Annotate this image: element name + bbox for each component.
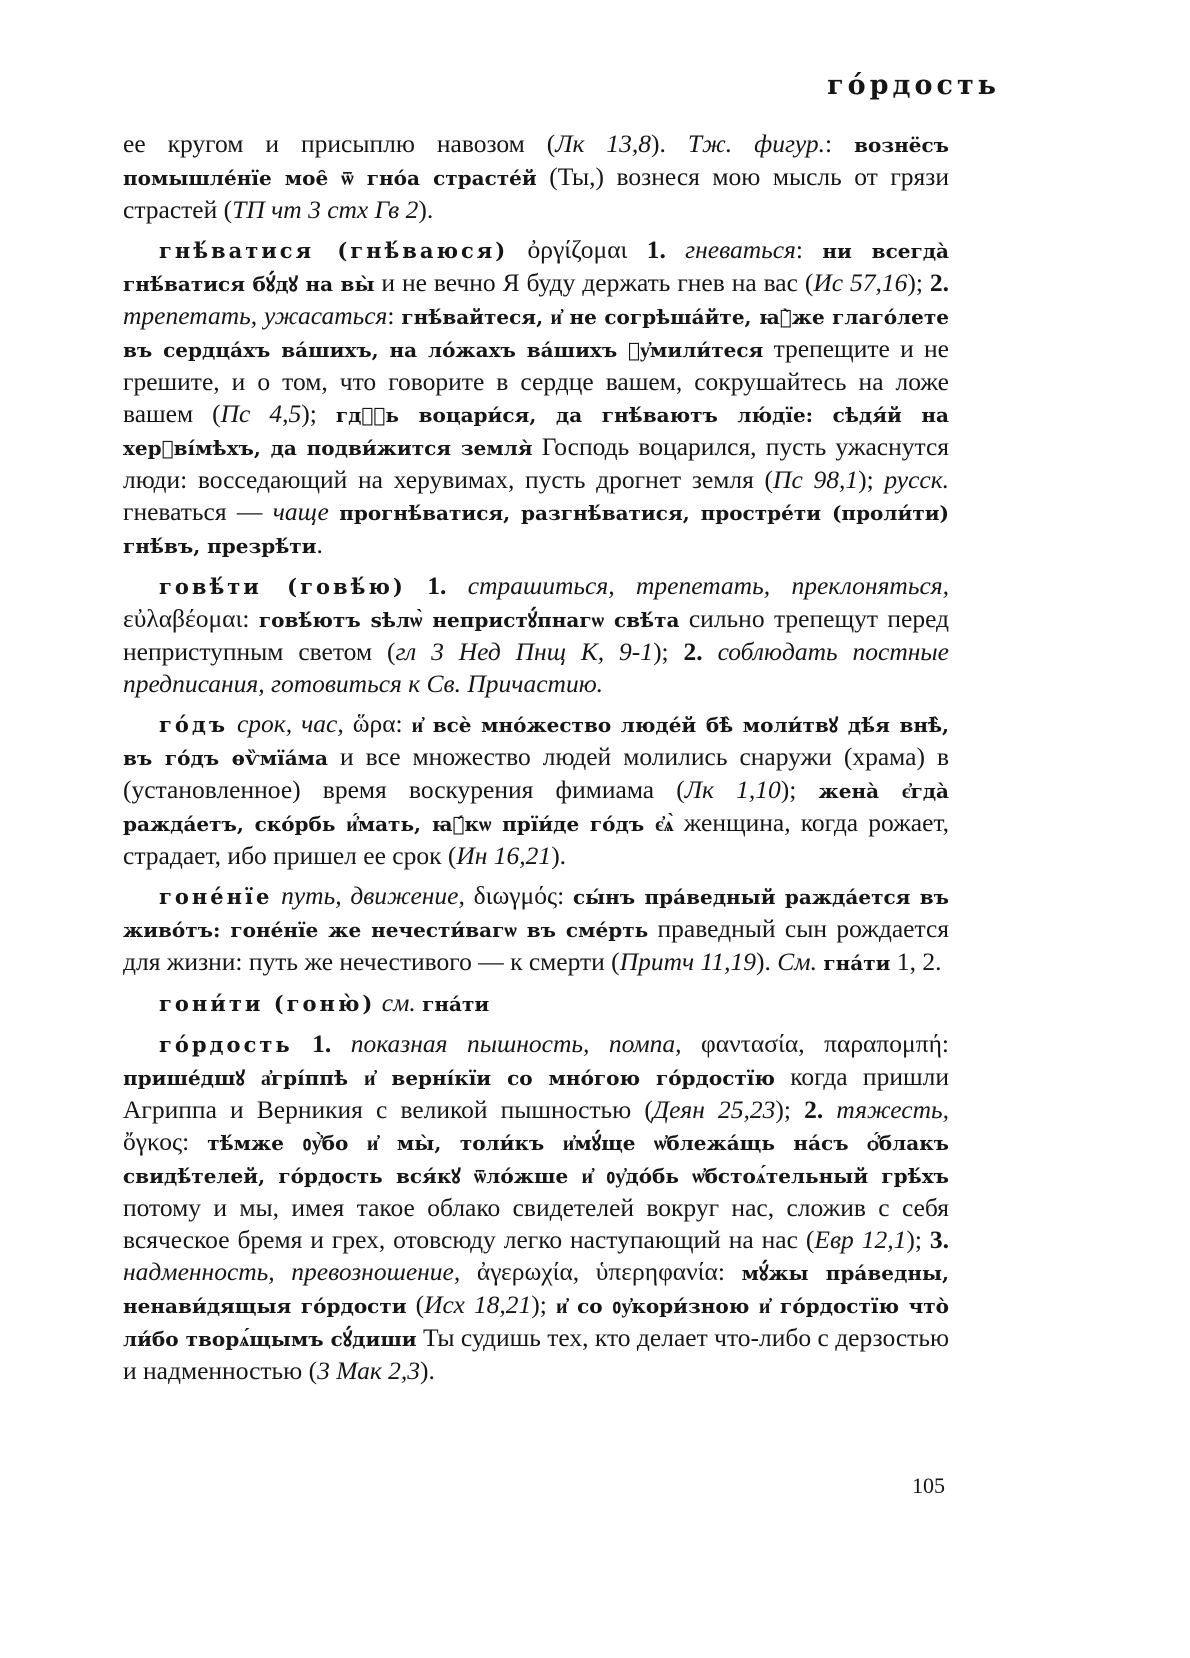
label: русск. xyxy=(884,465,950,494)
entry-god xyxy=(123,708,949,872)
entry-gonenie xyxy=(123,880,949,979)
text: женщина, когда рожает, страдает, ибо пришел ее срок ( xyxy=(123,808,949,870)
dictionary-body xyxy=(123,128,949,1395)
greek: ὥρα: xyxy=(343,709,412,738)
sense-number: 1. xyxy=(646,235,666,264)
headword: говѣ́ти (говѣ́ю) xyxy=(159,574,406,599)
sense-number: 2. xyxy=(804,1095,824,1124)
text xyxy=(703,637,718,666)
definition: трепетать, ужасаться xyxy=(123,301,388,330)
text xyxy=(823,1095,836,1124)
text xyxy=(331,1029,351,1058)
church-slavonic-quote: прише́дшꙋ а҆грі́ппѣ и҆ верні́кїи со мно́гою го́рдостїю xyxy=(123,1066,775,1090)
text: ); xyxy=(780,775,819,804)
reference: ТП чт 3 стх Гв 2 xyxy=(232,195,419,224)
definition: соблюдать постные предписания, готовиться к Св. Причастию. xyxy=(123,637,950,698)
reference: Евр 12,1 xyxy=(814,1225,907,1254)
greek: φαντασία, παραπομπή: xyxy=(681,1029,950,1058)
text: ). xyxy=(420,1356,435,1385)
text: ). xyxy=(651,129,688,158)
text: когда пришли Агриппа и Верникия с великой пышностью ( xyxy=(123,1062,949,1124)
text: и все множество людей молились снаружи (храма) в (установленное) время воскурения фимиама ( xyxy=(123,742,949,804)
text: ); xyxy=(653,637,684,666)
sense-number: 1. xyxy=(312,1029,332,1058)
sense-number: 3. xyxy=(929,1225,949,1254)
reference: Ин 16,21 xyxy=(456,841,552,870)
church-slavonic-quote: тѣ́мже ᲂу҆̀бо и҆ мы̀, толи́къ и҆мꙋ́ще ѡ҆блежа́щь на́съ ѻ҆́блакъ свидѣ́телей, го́рдость вся́кꙋ ѿло́жше и҆ ᲂу҆до́бь ѡ҆бстоѧ́тельный грѣ́хъ xyxy=(123,1131,949,1188)
text xyxy=(272,881,281,910)
text: . xyxy=(316,530,323,559)
text: ). xyxy=(418,195,434,224)
reference: Лк 1,10 xyxy=(684,775,781,804)
cross-reference: гна́ти xyxy=(823,951,891,975)
sense-number: 2. xyxy=(683,637,703,666)
text: трепещите и не грешите, и о том, что говорите в сердце вашем, сокрушайтесь на ложе вашем ( xyxy=(123,334,949,428)
entry-goniti xyxy=(123,987,949,1020)
greek: διωγμός: xyxy=(464,881,573,910)
text: : xyxy=(795,235,823,264)
sense-number: 2. xyxy=(929,268,950,297)
entry-goveti xyxy=(123,570,949,700)
text xyxy=(228,709,237,738)
reference: 3 Мак 2,3 xyxy=(317,1356,421,1385)
text: ). xyxy=(551,841,567,870)
text: ); xyxy=(301,399,336,428)
church-slavonic-quote: и҆ всѐ мно́жество люде́й бѣ̀ моли́твꙋ дѣ́я внѣ̀, въ го́дъ ѳѷмїа́ма xyxy=(123,713,950,770)
definition: страшиться, трепетать, преклоняться, xyxy=(467,571,949,600)
page-number: 105 xyxy=(912,1473,945,1498)
text xyxy=(293,1029,313,1058)
reference: гл 3 Нед Пнщ К, 9-1 xyxy=(395,637,654,666)
entry-continuation xyxy=(123,128,949,226)
church-slavonic-quote: сы́нъ пра́ведный ражда́ется въ живо́тъ: гоне́нїе же нечести́вагѡ въ сме́рть xyxy=(123,885,950,942)
church-slavonic-quote: гдⷭ҇ь воцари́ся, да гнѣ́ваютъ лю́дїе: сѣдя́й на херꙋві́мѣхъ, да подви́жится земля̀ xyxy=(123,403,950,460)
church-slavonic-quote: жена̀ є҆гда̀ ражда́етъ, ско́рбь и҆́мать, ꙗ҆́кѡ прїи́де го́дъ є҆ѧ̀ xyxy=(123,779,949,836)
reference: Ис 57,16 xyxy=(813,268,908,297)
text: : xyxy=(387,301,402,330)
label: чаще xyxy=(272,497,329,526)
text: сильно трепещут перед неприступным светом ( xyxy=(123,604,950,666)
text: Господь воцарился, пусть ужаснутся люди: восседающий на херувимах, пусть дрогнет земля ( xyxy=(123,432,949,494)
text: : xyxy=(825,129,855,158)
headword: гнѣ́ватися (гнѣ́ваюся) xyxy=(159,238,509,263)
headword: гони́ти (гоню̀) xyxy=(159,991,376,1016)
text xyxy=(406,571,427,600)
text: (Ты,) вознеся мою мысль от грязи страстей ( xyxy=(123,162,949,224)
church-slavonic-quote: говѣ́ютъ ѕѣлѡ̀ непристꙋ́пнагѡ свѣ́та xyxy=(258,608,680,632)
church-slavonic-quote: гнѣ́вайтеся, и҆ не согрѣша́йте, ꙗ҆̀же глаго́лете въ сердца́хъ ва́шихъ, на ло́жахъ ва́шихъ ᲂу҆мили́теся xyxy=(123,305,949,362)
headword: го́дъ xyxy=(159,712,228,737)
label: Тж. фигур. xyxy=(687,129,826,158)
text: Ты судишь тех, кто делает что-либо с дерзостью и надменностью ( xyxy=(123,1323,950,1385)
definition: показная пышность, помпа, xyxy=(350,1029,682,1058)
cross-reference: гна́ти xyxy=(422,992,490,1016)
reference: Лк 13,8 xyxy=(555,129,652,158)
greek: ἀγερωχία, ὑπερηφανία: xyxy=(460,1257,742,1286)
greek: εὐλαβέομαι: xyxy=(123,604,259,633)
text: потому и мы, имея такое облако свидетелей вокруг нас, сложив с себя всяческое бремя и грех, отовсюду легко наступающий на нас ( xyxy=(123,1193,949,1254)
text: и не вечно Я буду держать гнев на вас ( xyxy=(374,268,814,297)
reference: Притч 11,19 xyxy=(619,947,757,976)
text xyxy=(666,235,685,264)
text xyxy=(329,497,339,526)
greek: ὄγκος: xyxy=(123,1127,208,1156)
text: гневаться — xyxy=(123,497,273,526)
definition: срок, час, xyxy=(236,709,344,738)
definition: надменность, превозношение, xyxy=(123,1257,461,1286)
text: ); xyxy=(775,1095,805,1124)
definition: путь, движение, xyxy=(281,881,465,910)
greek: ὀργίζομαι xyxy=(508,235,647,264)
text: ее кругом и присыплю навозом ( xyxy=(123,129,556,158)
entry-gordost xyxy=(123,1028,949,1387)
church-slavonic-quote: прогнѣ́ватися, разгнѣ́ватися, простре́ти (проли́ти) гнѣ́въ, презрѣ́ти xyxy=(123,501,950,558)
church-slavonic-quote: мꙋ́жы пра́ведны, ненави́дящыя го́рдости xyxy=(123,1261,949,1318)
entry-gnevatisya xyxy=(123,234,949,562)
text: ); xyxy=(907,268,930,297)
text: ); xyxy=(858,465,885,494)
text: ); xyxy=(531,1290,556,1319)
label: см. xyxy=(381,988,416,1017)
reference: Пс 4,5 xyxy=(220,399,302,428)
headword: гоне́нїе xyxy=(159,884,273,909)
text: ); xyxy=(906,1225,930,1254)
church-slavonic-quote: ни всегда̀ гнѣ́ватися бꙋ́дꙋ на вы̀ xyxy=(123,239,950,296)
reference: Исх 18,21 xyxy=(424,1290,532,1319)
text: ). xyxy=(756,947,778,976)
church-slavonic-quote: вознёсъ помышле́нїе мое̑ ѿ гно́а страсте́й xyxy=(123,133,949,190)
reference: Деян 25,23 xyxy=(652,1095,776,1124)
definition: гневаться xyxy=(685,235,796,264)
text xyxy=(446,571,467,600)
running-head: го́рдость xyxy=(827,70,1000,101)
church-slavonic-quote: и҆ со ᲂу҆кори́зною и҆ го́рдостїю что̀ ли́бо творѧ́щымъ сꙋ́диши xyxy=(123,1294,950,1351)
reference: Пс 98,1 xyxy=(773,465,859,494)
definition: тяжесть, xyxy=(836,1095,950,1124)
headword: го́рдость xyxy=(159,1032,293,1057)
text: ( xyxy=(406,1290,425,1319)
sense-number: 1. xyxy=(427,571,447,600)
text: праведный сын рождается для жизни: путь же нечестивого — к смерти ( xyxy=(123,914,949,976)
label: См. xyxy=(777,947,817,976)
text: 1, 2. xyxy=(890,947,942,976)
